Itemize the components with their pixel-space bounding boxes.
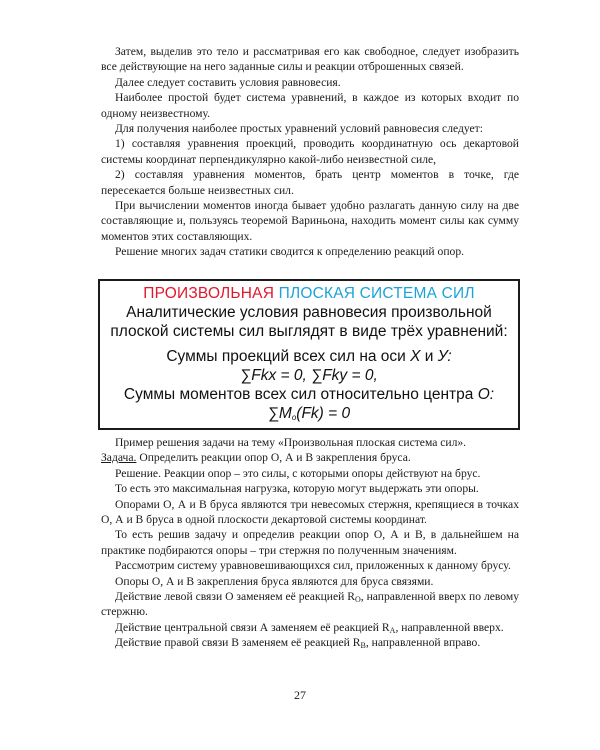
box-title-red: ПРОИЗВОЛЬНАЯ	[143, 285, 275, 302]
paragraph: Действие левой связи О заменяем её реакцией $R_O$, направленной вверх по левому стержню.	[101, 590, 519, 619]
paragraph: То есть это максимальная нагрузка, которую могут выдержать эти опоры.	[115, 482, 479, 496]
example-text-block	[101, 435, 519, 651]
task-paragraph: Задача. Определить реакции опор О, А и В закрепления бруса.	[101, 451, 411, 465]
paragraph: Рассмотрим систему уравновешивающихся сил, приложенных к данному брусу.	[115, 559, 511, 573]
paragraph: 1) составляя уравнения проекций, проводить координатную ось декартовой системы координат перпендикулярно какой-либо неизвестной силе,	[101, 137, 519, 166]
moment-formula: $\sum M_o(Fk) = 0$	[267, 405, 351, 422]
paragraph: Действие правой связи В заменяем её реакцией $R_B$, направленной вправо.	[115, 636, 481, 651]
moment-sums-line: Суммы моментов всех сил относительно центра О:	[123, 386, 495, 403]
box-line: Аналитические условия равновесия произвольной	[126, 304, 492, 321]
paragraph: Затем, выделив это тело и рассматривая его как свободное, следует изобразить все действующие на него заданные силы и реакции отброшенных связей.	[101, 45, 519, 74]
equilibrium-conditions-box	[98, 279, 520, 430]
box-title	[100, 284, 518, 303]
paragraph: При вычислении моментов иногда бывает удобно разлагать данную силу на две составляющие и, пользуясь теоремой Вариньона, находить момент силы как сумму моментов этих составляющих.	[101, 199, 519, 243]
box-title-blue: ПЛОСКАЯ СИСТЕМА СИЛ	[278, 285, 475, 302]
task-label: Задача.	[101, 451, 137, 465]
box-line: плоской системы сил выглядят в виде трёх уравнений:	[110, 323, 508, 340]
projection-sums-line: Суммы проекций всех сил на оси X и У:	[166, 348, 452, 365]
paragraph: Далее следует составить условия равновесия.	[115, 75, 341, 89]
paragraph: Действие центральной связи А заменяем её реакцией $R_A$, направленной вверх.	[115, 620, 504, 635]
page-number: 27	[294, 688, 306, 702]
intro-text-block	[101, 44, 519, 260]
paragraph: Решение. Реакции опор – это силы, с которыми опоры действуют на брус.	[115, 466, 481, 480]
paragraph: Опорами О, А и В бруса являются три невесомых стержня, крепящиеся в точках О, А и В бруса в одной плоскости декартовой системы координат.	[101, 497, 519, 527]
paragraph: 2) составляя уравнения моментов, брать центр моментов в точке, где пересекается больше неизвестных сил.	[101, 168, 519, 197]
paragraph: То есть решив задачу и определив реакции опор О, А и В, в дальнейшем на практике подбираются опоры – три стержня по полученным значениям.	[101, 528, 519, 557]
paragraph: Решение многих задач статики сводится к определению реакций опор.	[115, 245, 465, 259]
paragraph: Для получения наиболее простых уравнений условий равновесия следует:	[115, 122, 483, 136]
paragraph: Опоры О, А и В закрепления бруса являются для бруса связями.	[115, 574, 434, 588]
paragraph: Пример решения задачи на тему «Произвольная плоская система сил».	[115, 436, 467, 449]
paragraph: Наиболее простой будет система уравнений, в каждое из которых входит по одному неизвестному.	[101, 91, 519, 120]
projection-formula: ∑Fkx = 0, ∑Fky = 0,	[240, 367, 378, 384]
